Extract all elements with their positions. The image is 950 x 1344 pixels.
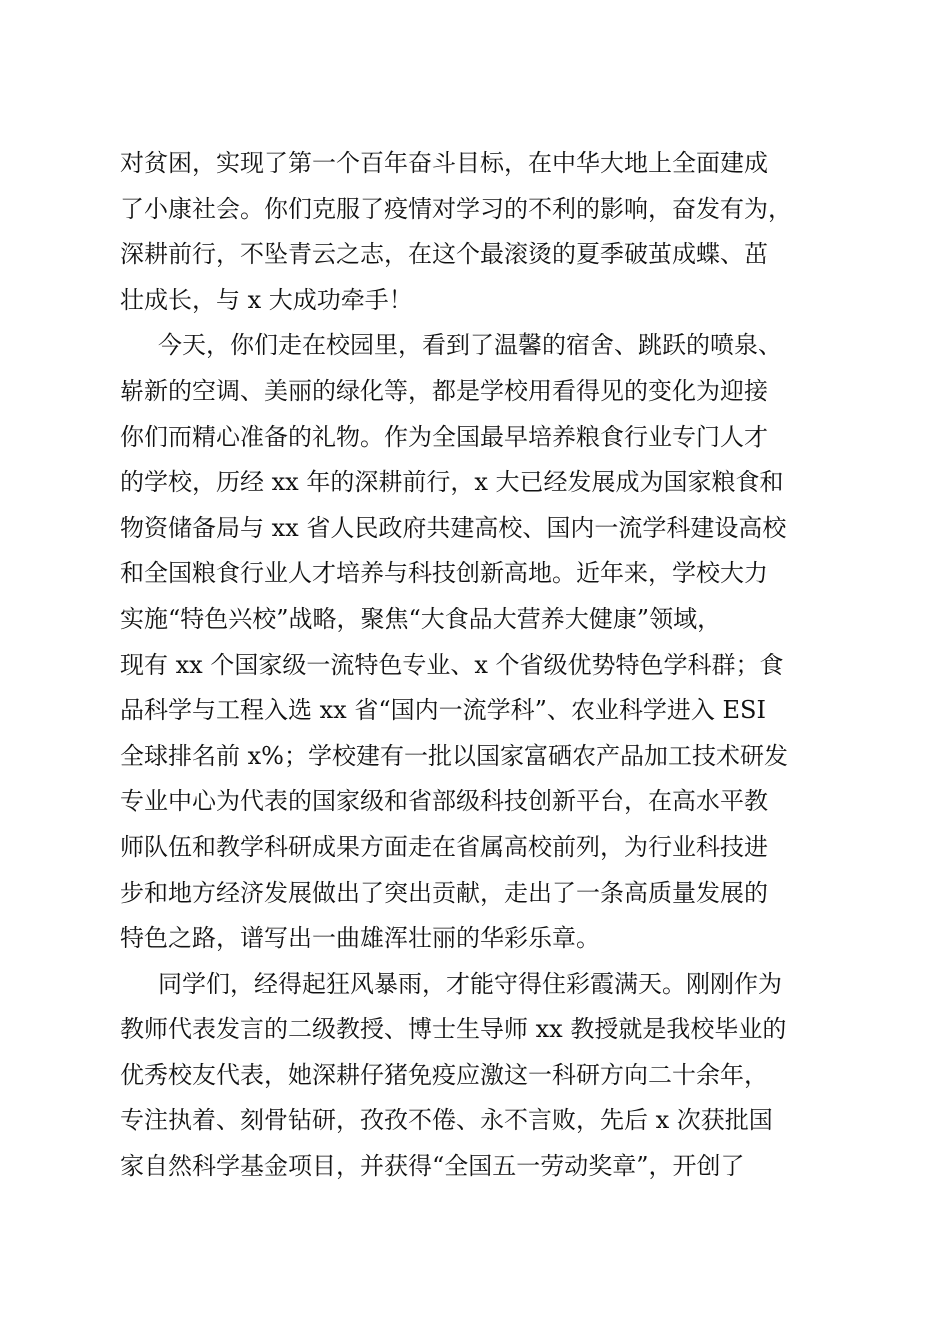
paragraph-start-line: 同学们，经得起狂风暴雨，才能守得住彩霞满天。刚刚作为 bbox=[158, 969, 782, 998]
text-line: 特色之路，谱写出一曲雄浑壮丽的华彩乐章。 bbox=[120, 924, 600, 953]
text-line: 现有 xx 个国家级一流特色专业、x 个省级优势特色学科群；食 bbox=[120, 650, 784, 679]
paragraph-start-line: 今天，你们走在校园里，看到了温馨的宿舍、跳跃的喷泉、 bbox=[158, 331, 782, 360]
text-line: 物资储备局与 xx 省人民政府共建高校、国内一流学科建设高校 bbox=[120, 513, 787, 542]
text-line: 步和地方经济发展做出了突出贡献，走出了一条高质量发展的 bbox=[120, 878, 768, 907]
text-line: 崭新的空调、美丽的绿化等，都是学校用看得见的变化为迎接 bbox=[120, 376, 768, 405]
text-line: 全球排名前 x%；学校建有一批以国家富硒农产品加工技术研发 bbox=[120, 741, 788, 770]
text-line: 你们而精心准备的礼物。作为全国最早培养粮食行业专门人才 bbox=[120, 422, 768, 451]
text-line: 专注执着、刻骨钻研，孜孜不倦、永不言败，先后 x 次获批国 bbox=[120, 1106, 773, 1135]
text-line: 品科学与工程入选 xx 省“国内一流学科”、农业科学进入 ESI bbox=[120, 696, 766, 725]
text-line: 深耕前行，不坠青云之志，在这个最滚烫的夏季破茧成蝶、茁 bbox=[120, 240, 768, 269]
text-line: 专业中心为代表的国家级和省部级科技创新平台，在高水平教 bbox=[120, 787, 768, 816]
text-line: 优秀校友代表，她深耕仔猪免疫应激这一科研方向二十余年， bbox=[120, 1060, 768, 1089]
text-line: 实施“特色兴校”战略，聚焦“大食品大营养大健康”领域， bbox=[120, 604, 722, 633]
text-line: 对贫困，实现了第一个百年奋斗目标，在中华大地上全面建成 bbox=[120, 149, 768, 177]
text-line: 教师代表发言的二级教授、博士生导师 xx 教授就是我校毕业的 bbox=[120, 1015, 787, 1044]
text-line: 壮成长，与 x 大成功牵手！ bbox=[120, 285, 413, 314]
text-line: 师队伍和教学科研成果方面走在省属高校前列，为行业科技进 bbox=[120, 832, 768, 861]
text-line: 和全国粮食行业人才培养与科技创新高地。近年来，学校大力 bbox=[120, 559, 768, 588]
text-line: 了小康社会。你们克服了疫情对学习的不利的影响，奋发有为， bbox=[120, 194, 792, 223]
body-text bbox=[120, 141, 832, 1190]
text-line: 的学校，历经 xx 年的深耕前行，x 大已经发展成为国家粮食和 bbox=[120, 468, 784, 497]
text-line: 家自然科学基金项目，并获得“全国五一劳动奖章”，开创了 bbox=[120, 1152, 745, 1181]
